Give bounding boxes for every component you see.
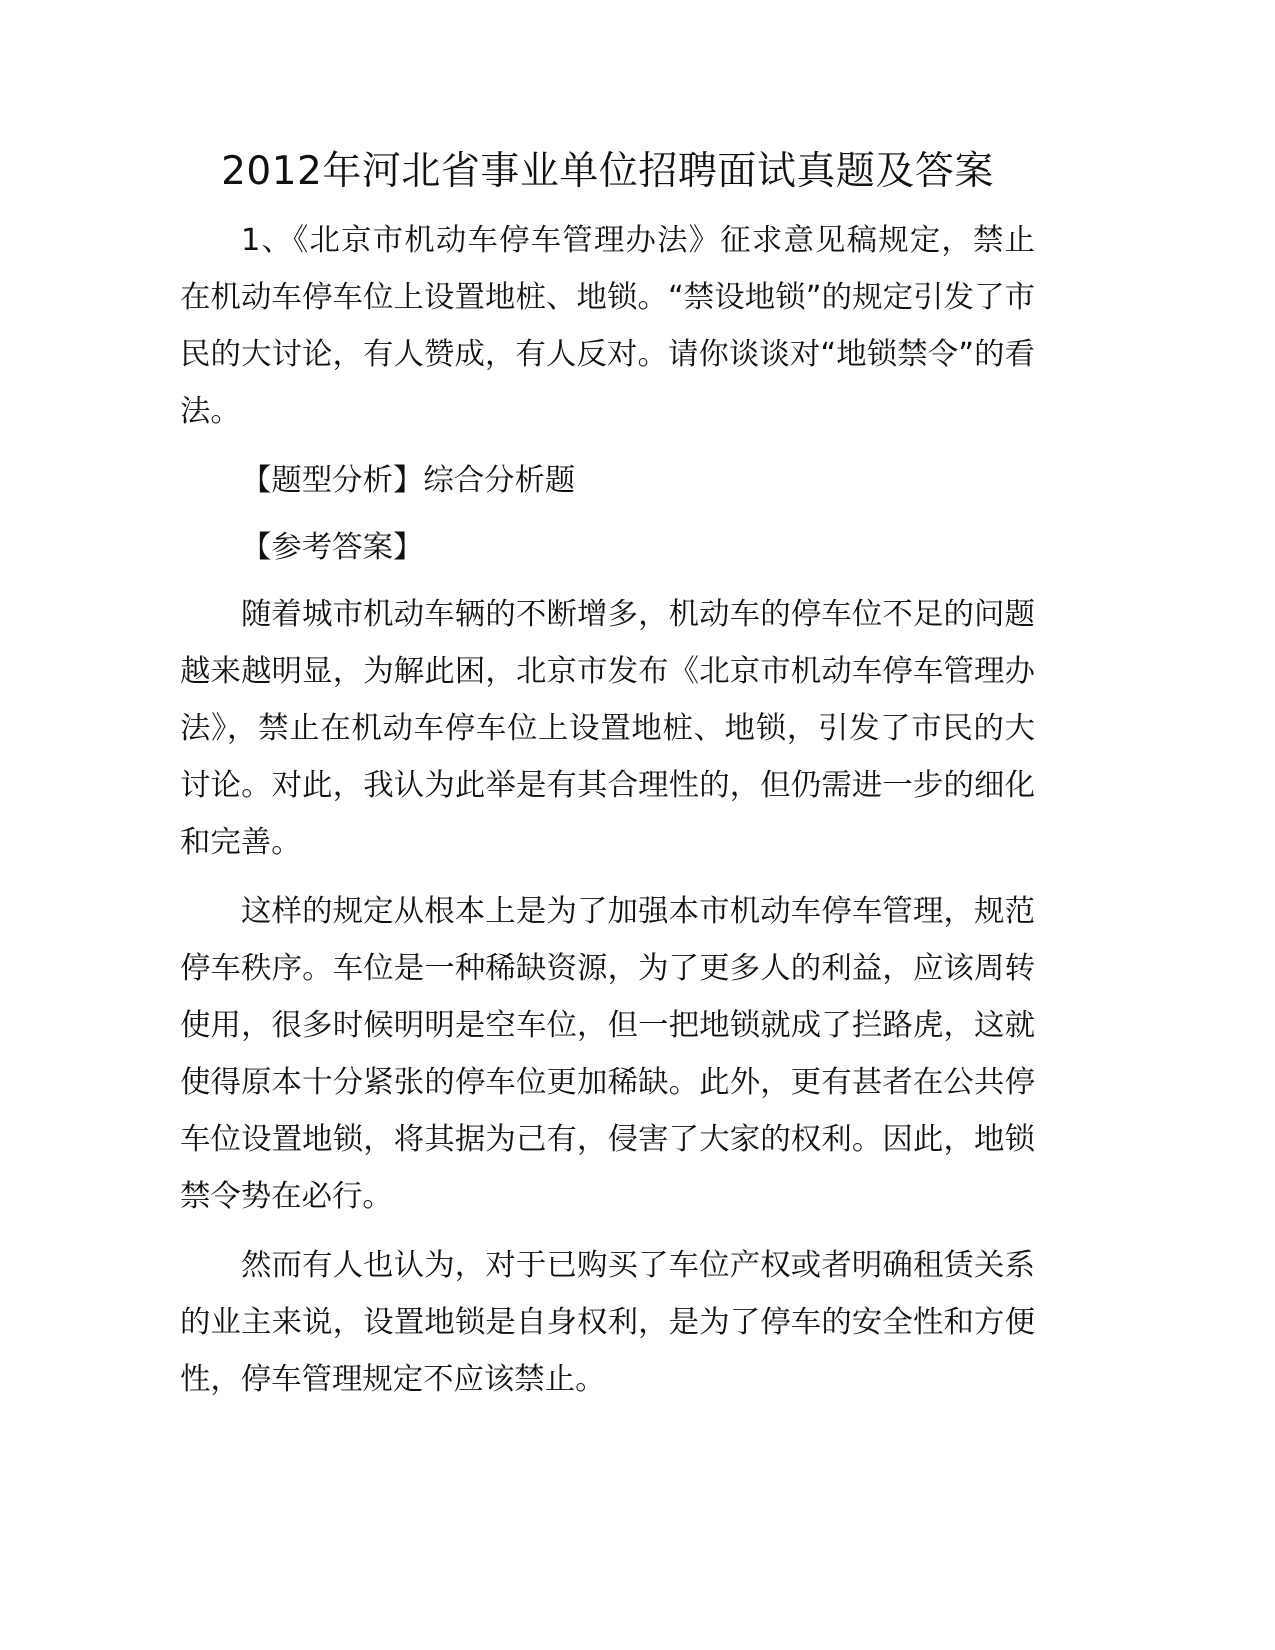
question-paragraph: 1、《北京市机动车停车管理办法》征求意见稿规定，禁止在机动车停车位上设置地桩、地锁。“禁设地锁”的规定引发了市民的大讨论，有人赞成，有人反对。请你谈谈对“地锁禁令”的看法。 [180, 223, 1035, 429]
answer-paragraph-1: 随着城市机动车辆的不断增多，机动车的停车位不足的问题越来越明显，为解此困，北京市发布《北京市机动车停车管理办法》，禁止在机动车停车位上设置地桩、地锁，引发了市民的大讨论。对此，我认为此举是有其合理性的，但仍需进一步的细化和完善。 [180, 597, 1035, 860]
reference-answer-label: 【参考答案】 [241, 530, 424, 565]
question-type-label: 【题型分析】综合分析题 [241, 463, 576, 498]
answer-paragraph-2: 这样的规定从根本上是为了加强本市机动车停车管理，规范停车秩序。车位是一种稀缺资源，为了更多人的利益，应该周转使用，很多时候明明是空车位，但一把地锁就成了拦路虎，这就使得原本十分紧张的停车位更加稀缺。此外，更有甚者在公共停车位设置地锁，将其据为己有，侵害了大家的权利。因此，地锁禁令势在必行。 [180, 894, 1035, 1214]
document-page [180, 140, 1035, 1420]
document-title: 2012年河北省事业单位招聘面试真题及答案 [221, 149, 994, 194]
answer-paragraph-3: 然而有人也认为，对于已购买了车位产权或者明确租赁关系的业主来说，设置地锁是自身权利，是为了停车的安全性和方便性，停车管理规定不应该禁止。 [180, 1248, 1035, 1397]
